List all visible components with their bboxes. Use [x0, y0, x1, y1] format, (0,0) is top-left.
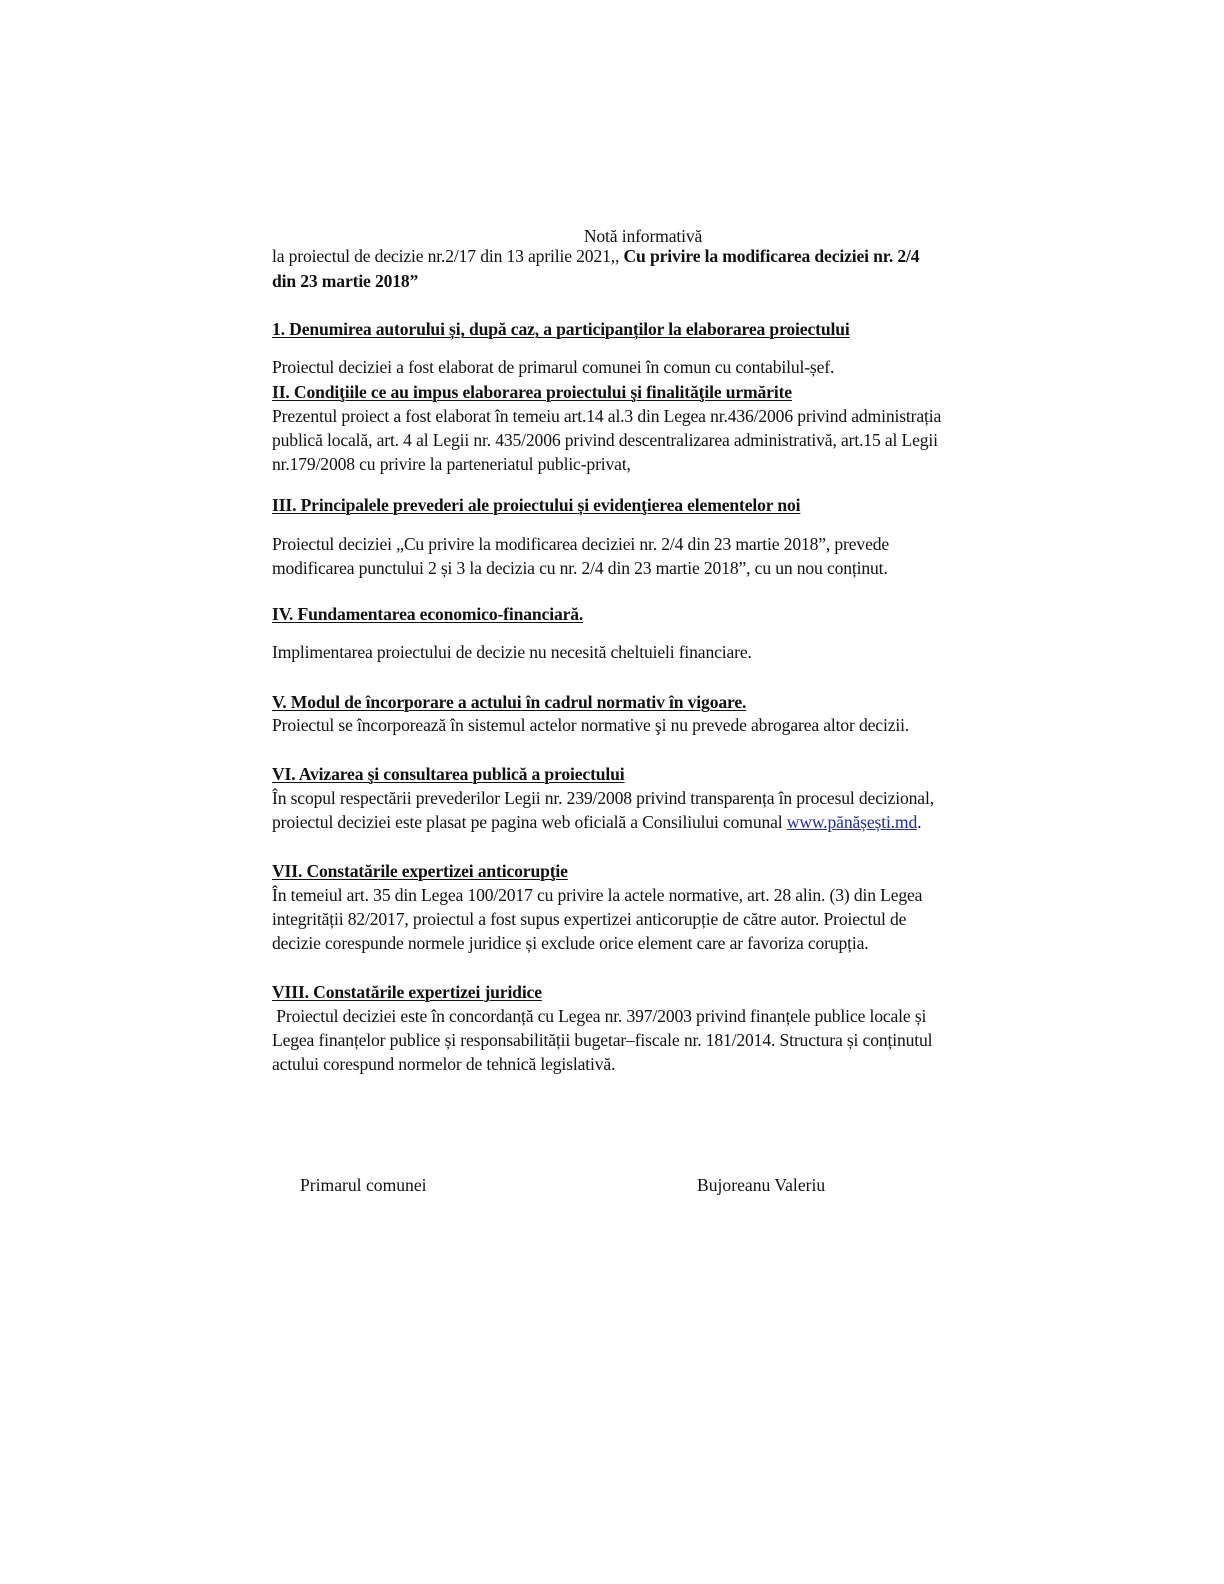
section-2-text: nr.179/2008 cu privire la parteneriatul public-privat,: [272, 454, 631, 474]
section-6-text-with-link: [272, 811, 921, 833]
section-4-text: Implimentarea proiectului de decizie nu necesită cheltuieli financiare.: [272, 642, 752, 662]
document-subtitle-line-1: [272, 245, 919, 267]
signature-role: Primarul comunei: [300, 1175, 427, 1195]
section-3-heading: III. Principalele prevederi ale proiectului și evidenţierea elementelor noi: [272, 495, 801, 515]
section-7-text: În temeiul art. 35 din Legea 100/2017 cu privire la actele normative, art. 28 alin. (3) din Legea: [272, 885, 923, 905]
document-title: Notă informativă: [583, 226, 703, 246]
section-8-text: actului corespund normelor de tehnică legislativă.: [272, 1054, 616, 1074]
subtitle-bold-1: Cu privire la modificarea deciziei nr. 2/4: [623, 246, 920, 266]
section-6-text: proiectul deciziei este plasat pe pagina web oficială a Consiliului comunal: [272, 812, 787, 832]
signature-name: Bujoreanu Valeriu: [697, 1175, 826, 1195]
section-8-text: Proiectul deciziei este în concordanță cu Legea nr. 397/2003 privind finanțele publice locale și: [272, 1006, 927, 1026]
section-5-text: Proiectul se încorporează în sistemul actelor normative şi nu prevede abrogarea altor decizii.: [272, 715, 910, 735]
website-link[interactable]: www.pănășești.md: [786, 812, 918, 832]
section-6-heading: VI. Avizarea şi consultarea publică a proiectului: [272, 764, 625, 784]
section-3-text: modificarea punctului 2 și 3 la decizia cu nr. 2/4 din 23 martie 2018”, cu un nou conținut.: [272, 558, 888, 578]
section-6-text: În scopul respectării prevederilor Legii nr. 239/2008 privind transparența în procesul decizional,: [272, 788, 934, 808]
subtitle-bold-2: din 23 martie 2018”: [272, 271, 419, 291]
section-2-text: publică locală, art. 4 al Legii nr. 435/2006 privind descentralizarea administrativă, art.15 al Legii: [272, 430, 938, 450]
section-4-heading: IV. Fundamentarea economico-financiară.: [272, 604, 584, 624]
section-2-heading: II. Condiţiile ce au impus elaborarea proiectului şi finalităţile urmărite: [272, 382, 792, 402]
section-8-text: Legea finanțelor publice și responsabilității bugetar–fiscale nr. 181/2014. Structura și conținutul: [272, 1030, 933, 1050]
section-7-text: decizie corespunde normele juridice și exclude orice element care ar favoriza corupția.: [272, 933, 869, 953]
link-suffix: .: [917, 812, 922, 832]
subtitle-prefix: la proiectul de decizie nr.2/17 din 13 aprilie 2021,,: [272, 246, 624, 266]
section-7-text: integrității 82/2017, proiectul a fost supus expertizei anticorupție de către autor. Proiectul de: [272, 909, 907, 929]
section-8-heading: VIII. Constatările expertizei juridice: [272, 982, 542, 1002]
section-2-text: Prezentul proiect a fost elaborat în temeiu art.14 al.3 din Legea nr.436/2006 privind administrația: [272, 406, 942, 426]
section-7-heading: VII. Constatările expertizei anticorupţie: [272, 861, 568, 881]
section-1-text: Proiectul deciziei a fost elaborat de primarul comunei în comun cu contabilul-șef.: [272, 357, 835, 377]
section-3-text: Proiectul deciziei „Cu privire la modificarea deciziei nr. 2/4 din 23 martie 2018”, prevede: [272, 534, 890, 554]
section-1-heading: 1. Denumirea autorului și, după caz, a participanților la elaborarea proiectului: [272, 319, 850, 339]
section-5-heading: V. Modul de încorporare a actului în cadrul normativ în vigoare.: [272, 692, 747, 712]
